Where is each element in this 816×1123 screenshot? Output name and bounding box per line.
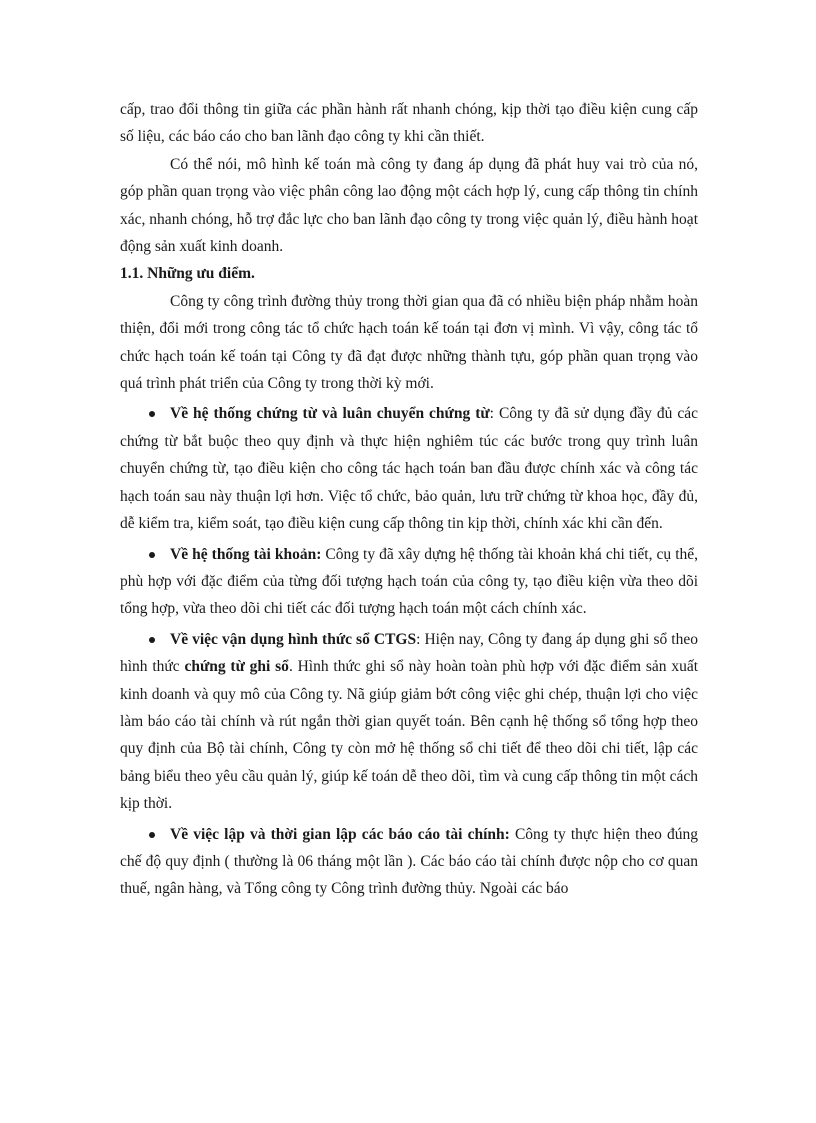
- bullet-label: Về hệ thống chứng từ và luân chuyển chứng từ: [170, 405, 490, 423]
- paragraph-intro: Công ty công trình đường thủy trong thời gian qua đã có nhiều biện pháp nhằm hoàn thiện, đổi mới trong công tác tổ chức hạch toán kế toán tại đơn vị mình. Vì vậy, công tác tổ chức hạch toán kế toán tại Công ty đã đạt được những thành tựu, góp phần quan trọng vào quá trình phát triển của Công ty trong thời kỳ mới.: [120, 292, 698, 393]
- document-page: [120, 96, 698, 903]
- paragraph-summary: Có thể nói, mô hình kế toán mà công ty đang áp dụng đã phát huy vai trò của nó, góp phần quan trọng vào việc phân công lao động một cách hợp lý, cung cấp thông tin chính xác, nhanh chóng, hỗ trợ đắc lực cho ban lãnh đạo công ty trong việc quản lý, điều hành hoạt động sản xuất kinh doanh.: [120, 155, 698, 256]
- paragraph-continuation: cấp, trao đổi thông tin giữa các phần hành rất nhanh chóng, kịp thời tạo điều kiện cung cấp số liệu, các báo cáo cho ban lãnh đạo công ty khi cần thiết.: [120, 101, 698, 146]
- bullet-text: Công ty đã xây dựng hệ thống tài khoản khá chi tiết, cụ thể, phù hợp với đặc điểm của từng đối tượng hạch toán của công ty, tạo điều kiện vừa theo dõi tổng hợp, vừa theo dõi chi tiết các đối tượng hạch toán một cách chính xác.: [120, 545, 699, 618]
- bullet-icon: [149, 552, 155, 558]
- bullet-label: Về việc lập và thời gian lập các báo cáo tài chính:: [170, 825, 510, 843]
- bullet-label: Về việc vận dụng hình thức sổ CTGS: [170, 630, 417, 648]
- bullet-text: . Hình thức ghi sổ này hoàn toàn phù hợp với đặc điểm sản xuất kinh doanh và quy mô của Công ty. Nã giúp giảm bớt công việc ghi chép, thuận lợi cho việc làm báo cáo tài chính và rút ngắn thời gian quyết toán. Bên cạnh hệ thống sổ tổng hợp theo quy định của Bộ tài chính, Công ty còn mở hệ thống sổ chi tiết để theo dõi chi tiết, lập các bảng biểu theo yêu cầu quản lý, giúp kế toán dễ theo dõi, tìm và cung cấp thông tin một cách kịp thời.: [120, 658, 699, 813]
- bullet-icon: [149, 637, 155, 643]
- bullet-text: Công ty thực hiện theo đúng chế độ quy định ( thường là 06 tháng một lần ). Các báo cáo tài chính được nộp cho cơ quan thuế, ngân hàng, và Tổng công ty Công trình đường thủy. Ngoài các báo: [120, 825, 698, 898]
- bullet-icon: [149, 832, 155, 838]
- bullet-label: Về hệ thống tài khoản:: [170, 545, 322, 563]
- bullet-text: : Hiện nay, Công ty đang áp dụng ghi sổ theo hình thức: [120, 630, 698, 676]
- bullet-bold-term: chứng từ ghi sổ: [184, 658, 289, 676]
- bullet-item-bookkeeping: [120, 626, 698, 818]
- bullet-item-reports: [120, 821, 698, 903]
- bullet-text: : Công ty đã sử dụng đầy đủ các chứng từ bắt buộc theo quy định và thực hiện nghiêm túc các bước trong quy trình luân chuyển chứng từ, tạo điều kiện cho công tác hạch toán ban đầu được chính xác và công tác hạch toán sau này thuận lợi hơn. Việc tổ chức, bảo quản, lưu trữ chứng từ khoa học, đầy đủ, dễ kiểm tra, kiểm soát, tạo điều kiện cung cấp thông tin kịp thời, chính xác khi cần đến.: [120, 405, 698, 533]
- bullet-item-accounts: [120, 541, 698, 623]
- bullet-item-documents: [120, 400, 698, 537]
- section-heading: 1.1. Những ưu điểm.: [120, 265, 255, 283]
- bullet-icon: [149, 411, 155, 417]
